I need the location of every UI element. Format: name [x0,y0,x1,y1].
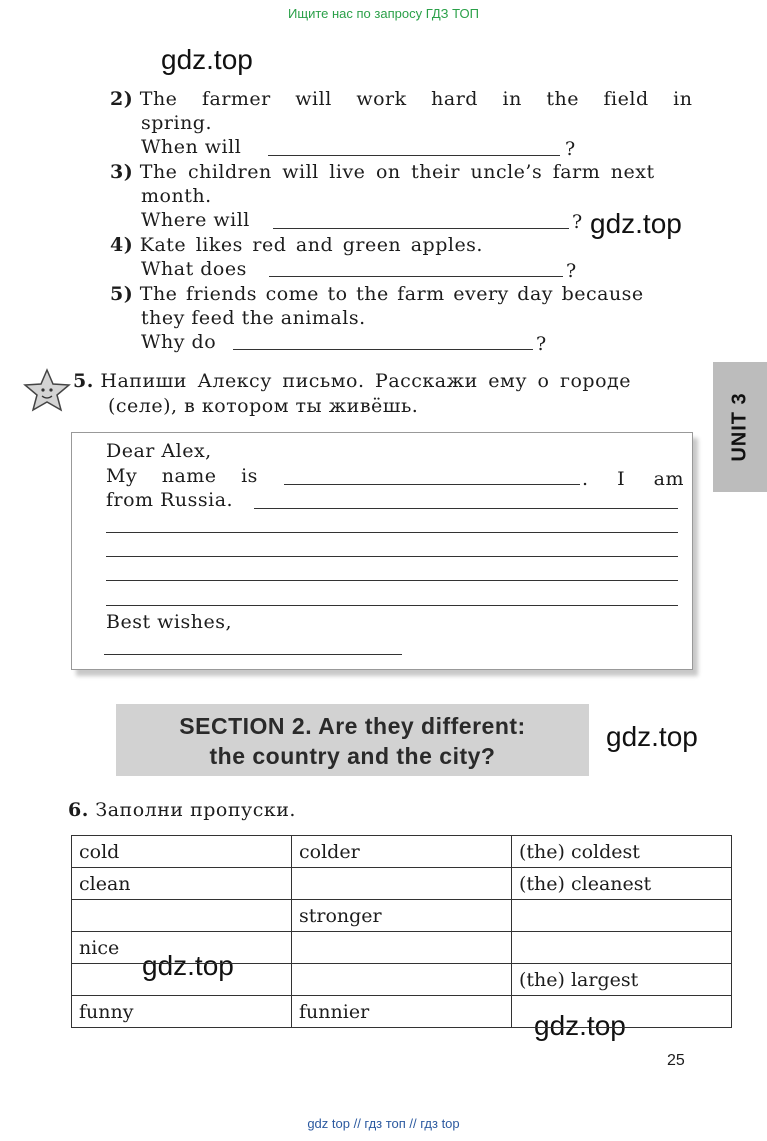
table-cell[interactable]: colder [292,836,512,868]
table-cell[interactable]: stronger [292,900,512,932]
exercise-6-instruction [68,799,296,821]
section-banner [116,704,589,776]
question-prompt: What does [141,258,247,280]
item-text-cont: month. [141,185,212,207]
letter-blank-line[interactable] [106,605,678,606]
table-cell[interactable] [512,900,732,932]
letter-name-label: My name is [106,465,258,487]
question-prompt: When will [141,136,242,158]
item-number: 2) [110,88,134,110]
watermark: gdz.top [142,950,234,981]
instruction-text: Напиши Алексу письмо. Расскажи ему о городе [100,370,631,392]
letter-blank-line[interactable] [254,508,678,509]
question-mark: ? [536,333,547,355]
table-cell[interactable]: (the) cleanest [512,868,732,900]
signature-blank[interactable] [104,654,402,655]
watermark: gdz.top [161,44,253,75]
letter-blank-line[interactable] [106,556,678,557]
letter-greeting: Dear Alex, [106,440,212,462]
question-item [110,161,655,183]
comparison-table [71,835,732,1028]
letter-from-line: from Russia. [106,489,234,511]
exercise-number: 5. [73,370,94,392]
watermark: gdz.top [590,208,682,239]
table-cell[interactable] [292,964,512,996]
item-text-cont: they feed the animals. [141,307,366,329]
unit-label: UNIT 3 [728,392,751,462]
item-text-cont: spring. [141,112,213,134]
section-subtitle: the country and the city? [209,743,496,769]
answer-blank[interactable] [268,155,560,156]
question-item [110,234,483,256]
question-item [110,283,644,305]
question-prompt: Why do [141,331,217,353]
table-cell[interactable] [512,996,732,1028]
item-text: The children will live on their uncle’s farm next [139,161,655,183]
item-text: The friends come to the farm every day because [139,283,644,305]
table-cell[interactable]: clean [72,868,292,900]
table-row [72,996,732,1028]
item-text: Kate likes red and green apples. [139,234,483,256]
star-mascot-icon [22,368,72,412]
question-mark: ? [565,138,576,160]
table-cell[interactable]: nice [72,932,292,964]
item-text: The farmer will work hard in the field in [139,88,693,110]
table-row [72,900,732,932]
instruction-text-cont: (селе), в котором ты живёшь. [108,395,419,417]
item-number: 4) [110,234,134,256]
table-cell[interactable] [512,932,732,964]
letter-name-end: . I am [582,468,684,490]
table-cell[interactable] [72,964,292,996]
letter-blank-line[interactable] [106,580,678,581]
exercise-number: 6. [68,799,89,821]
table-cell[interactable]: funnier [292,996,512,1028]
table-row [72,868,732,900]
question-mark: ? [566,260,577,282]
item-number: 5) [110,283,134,305]
page-number: 25 [667,1052,685,1069]
table-cell[interactable]: (the) largest [512,964,732,996]
footer-links[interactable]: gdz top // гдз топ // гдз top [307,1116,460,1131]
watermark: gdz.top [606,721,698,752]
table-cell[interactable]: (the) coldest [512,836,732,868]
table-cell[interactable] [292,868,512,900]
instruction-text: Заполни пропуски. [95,799,296,821]
letter-blank-line[interactable] [106,532,678,533]
unit-tab [713,362,767,492]
exercise-5-instruction [73,370,631,392]
letter-closing: Best wishes, [106,611,232,633]
answer-blank[interactable] [273,228,569,229]
name-blank[interactable] [284,484,580,485]
answer-blank[interactable] [233,349,533,350]
table-cell[interactable] [292,932,512,964]
table-row [72,964,732,996]
table-row [72,836,732,868]
table-cell[interactable] [72,900,292,932]
watermark: gdz.top [534,1010,626,1041]
table-cell[interactable]: cold [72,836,292,868]
question-mark: ? [572,211,583,233]
answer-blank[interactable] [269,276,563,277]
table-row [72,932,732,964]
question-item [110,88,692,110]
question-prompt: Where will [141,209,250,231]
top-search-link[interactable]: Ищите нас по запросу ГДЗ ТОП [288,6,479,21]
section-title: SECTION 2. Are they different: [179,713,526,739]
item-number: 3) [110,161,134,183]
table-cell[interactable]: funny [72,996,292,1028]
